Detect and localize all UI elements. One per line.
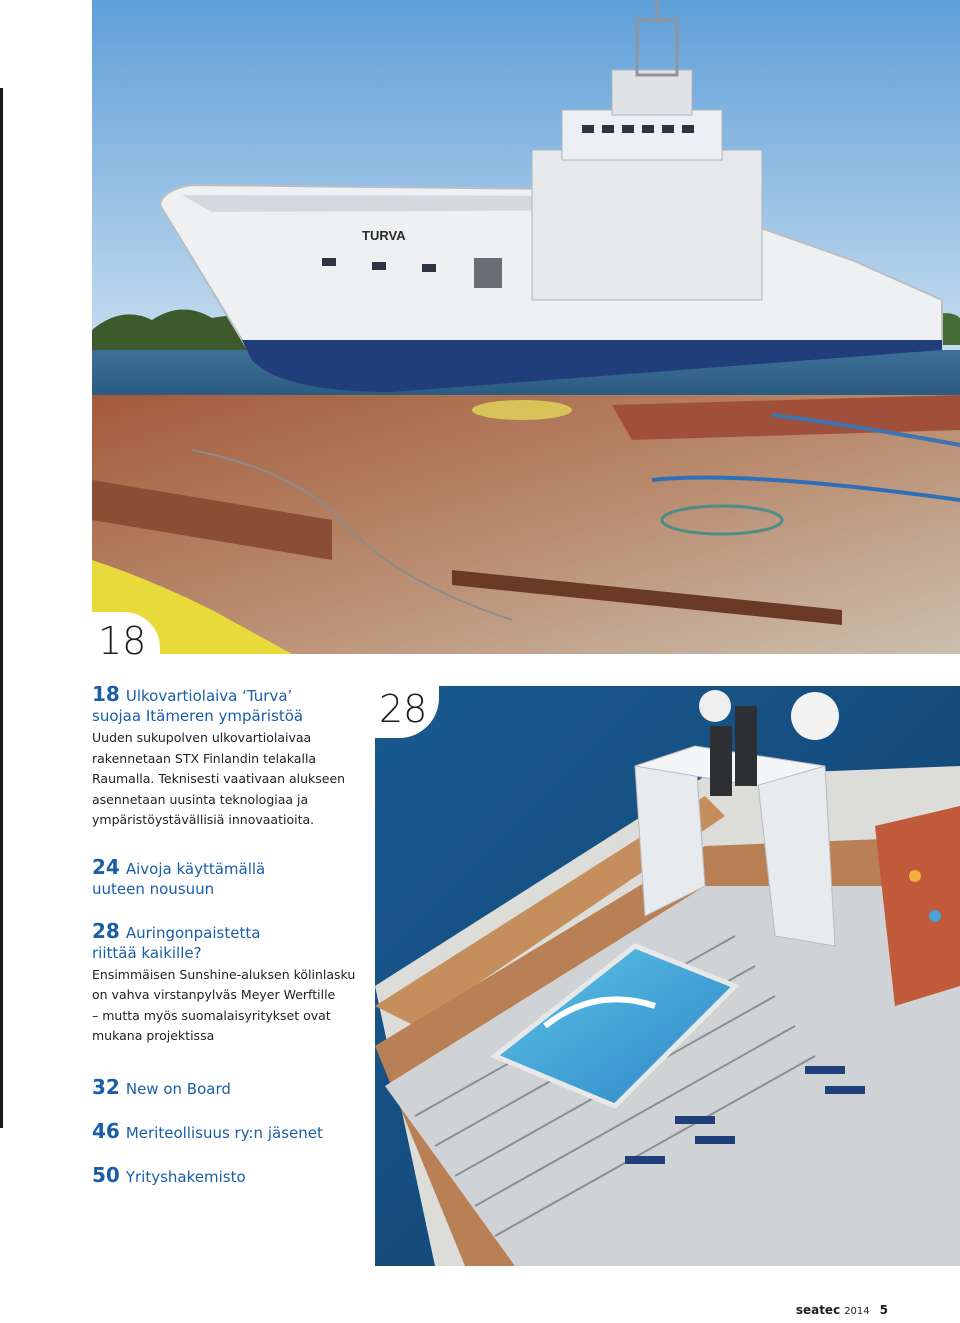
magazine-year: 2014: [844, 1306, 870, 1317]
toc-number: 24: [92, 854, 120, 879]
toc-number: 46: [92, 1118, 120, 1143]
page-edge-rule: [0, 88, 3, 1128]
toc-entry-24[interactable]: [92, 854, 362, 899]
toc-title-line2: riittää kaikille?: [92, 943, 202, 962]
toc-title: New on Board: [125, 1079, 231, 1098]
toc-entry-32[interactable]: [92, 1074, 362, 1099]
turva-ship-photo: [92, 0, 960, 654]
page-number: 5: [879, 1303, 888, 1317]
toc-entry-28[interactable]: [92, 918, 362, 1047]
toc-title: Aivoja käyttämällä: [125, 859, 266, 878]
toc-entry-18[interactable]: [92, 684, 362, 831]
section-number-18: 18: [92, 612, 160, 664]
toc-title: Yrityshakemisto: [125, 1167, 246, 1186]
toc-summary: Uuden sukupolven ulkovartiolaivaa rakennetaan STX Finlandin telakalla Raumalla. Teknisesti vaativaan alukseen asennetaan uusinta teknologiaa ja ympäristöystävällisiä innovaatioita.: [92, 730, 346, 827]
hull-name-text: TURVA: [362, 228, 406, 243]
magazine-name: seatec: [795, 1303, 841, 1317]
toc-title-line2: suojaa Itämeren ympäristöä: [92, 707, 304, 725]
toc-number: 50: [92, 1162, 120, 1187]
page-footer: [796, 1303, 888, 1317]
section-number-28: 28: [375, 686, 439, 738]
toc-entry-50[interactable]: [92, 1162, 362, 1187]
toc-title-line2: uuteen nousuun: [92, 879, 215, 898]
toc-summary: Ensimmäisen Sunshine-aluksen kölinlasku on vahva virstanpylväs Meyer Werftille – mutta myös suomalaisyritykset ovat mukana projektissa: [92, 966, 356, 1043]
toc-number: 32: [92, 1074, 120, 1099]
toc-title: Ulkovartiolaiva ‘Turva’: [125, 687, 293, 705]
toc-entry-46[interactable]: [92, 1118, 362, 1143]
cruise-ship-deck-photo: [375, 686, 960, 1266]
toc-number: 18: [92, 682, 120, 706]
toc-title: Meriteollisuus ry:n jäsenet: [125, 1123, 323, 1142]
toc-number: 28: [92, 918, 120, 943]
table-of-contents: [92, 684, 362, 1187]
toc-title: Auringonpaistetta: [125, 923, 261, 942]
